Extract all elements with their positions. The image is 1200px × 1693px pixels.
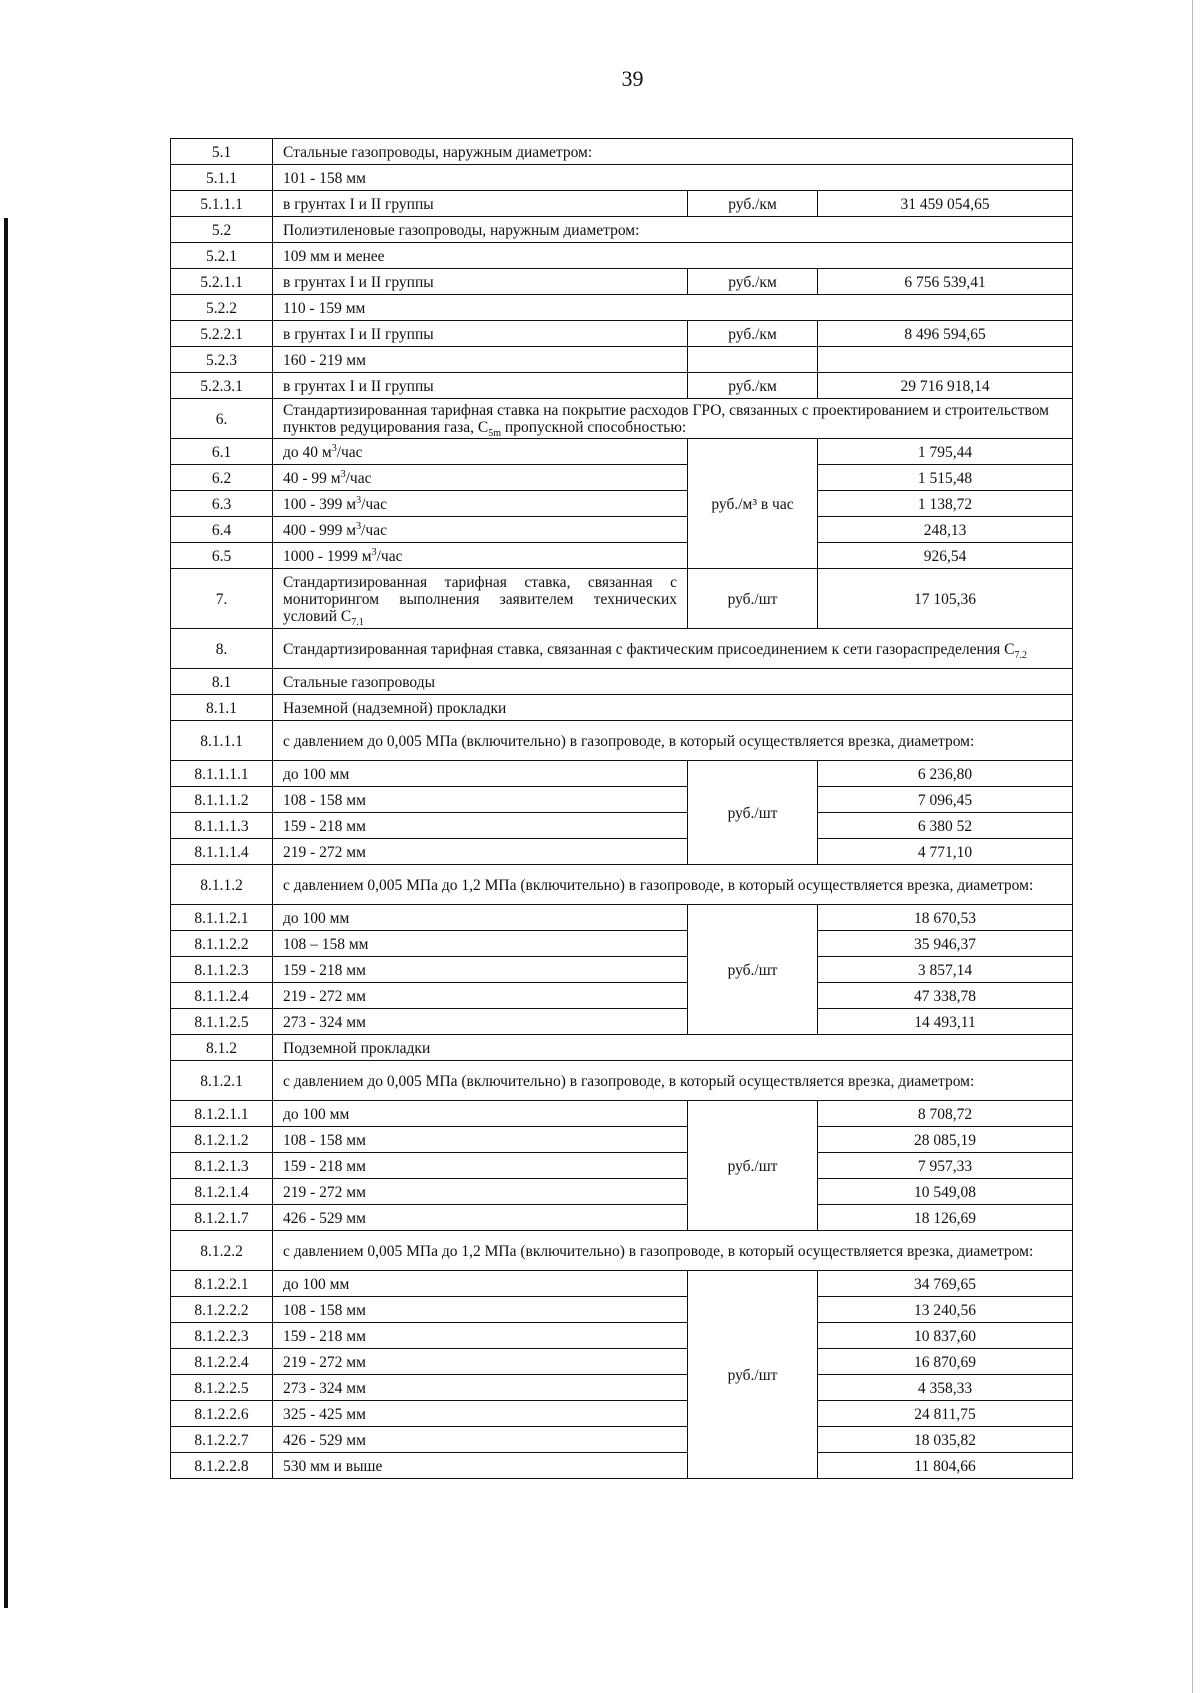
row-code: 8.1.1.2.3 xyxy=(171,957,273,983)
table-row xyxy=(171,695,1073,721)
table-row xyxy=(171,1401,1073,1427)
table-row xyxy=(171,1375,1073,1401)
table-row xyxy=(171,931,1073,957)
table-row xyxy=(171,629,1073,669)
desc-text-tail: /час xyxy=(345,469,372,487)
row-description: в грунтах I и II группы xyxy=(273,191,688,217)
row-value: 24 811,75 xyxy=(818,1401,1073,1427)
row-code: 8.1.1.1.3 xyxy=(171,813,273,839)
table-row xyxy=(171,1453,1073,1479)
table-row xyxy=(171,399,1073,439)
superscript: 3 xyxy=(371,546,377,558)
table-row xyxy=(171,839,1073,865)
table-row xyxy=(171,761,1073,787)
row-value: 8 496 594,65 xyxy=(818,321,1073,347)
row-code: 8.1.1.2.5 xyxy=(171,1009,273,1035)
row-description: 159 - 218 мм xyxy=(273,957,688,983)
table-row xyxy=(171,1153,1073,1179)
row-code: 5.2.2.1 xyxy=(171,321,273,347)
row-code: 5.1.1.1 xyxy=(171,191,273,217)
row-code: 8.1.2.2.6 xyxy=(171,1401,273,1427)
row-description: в грунтах I и II группы xyxy=(273,373,688,399)
desc-text-tail: /час xyxy=(361,521,387,539)
row-value: 926,54 xyxy=(818,543,1073,569)
row-description: 159 - 218 мм xyxy=(273,1153,688,1179)
row-code: 8.1 xyxy=(171,669,273,695)
row-unit: руб./км xyxy=(688,373,818,399)
superscript: 3 xyxy=(356,520,362,532)
row-value: 18 126,69 xyxy=(818,1205,1073,1231)
row-code: 6.1 xyxy=(171,439,273,465)
table-row xyxy=(171,517,1073,543)
desc-text: до 40 м xyxy=(283,443,332,461)
row-value-empty xyxy=(818,347,1073,373)
row-code: 8.1.1.2.1 xyxy=(171,905,273,931)
row-value: 13 240,56 xyxy=(818,1297,1073,1323)
table-row xyxy=(171,491,1073,517)
table-row xyxy=(171,1009,1073,1035)
row-description: 108 - 158 мм xyxy=(273,787,688,813)
table-row xyxy=(171,1179,1073,1205)
row-heading: Наземной (надземной) прокладки xyxy=(273,695,1073,721)
heading-text: Стандартизированная тарифная ставка, связанная с фактическим присоединением к сети газораспределения С xyxy=(283,640,1015,658)
row-code: 5.1.1 xyxy=(171,165,273,191)
row-code: 8.1.2.2.1 xyxy=(171,1271,273,1297)
row-unit: руб./шт xyxy=(688,569,818,629)
row-value: 1 515,48 xyxy=(818,465,1073,491)
row-code: 8.1.2.1.2 xyxy=(171,1127,273,1153)
row-heading: Стальные газопроводы, наружным диаметром: xyxy=(273,139,1073,165)
page-number: 39 xyxy=(621,66,644,91)
table-row xyxy=(171,1231,1073,1271)
row-value: 248,13 xyxy=(818,517,1073,543)
row-code: 5.1 xyxy=(171,139,273,165)
heading-text-tail: пропускной способностью: xyxy=(501,419,687,436)
row-description: 160 - 219 мм xyxy=(273,347,688,373)
table-row xyxy=(171,569,1073,629)
row-heading: с давлением до 0,005 МПа (включительно) в газопроводе, в который осуществляется врезка, диаметром: xyxy=(273,721,1073,761)
row-code: 8.1.1.2.4 xyxy=(171,983,273,1009)
row-heading xyxy=(273,399,1073,439)
row-value: 1 138,72 xyxy=(818,491,1073,517)
row-value: 18 035,82 xyxy=(818,1427,1073,1453)
superscript: 3 xyxy=(331,442,337,454)
row-description xyxy=(273,439,688,465)
table-row xyxy=(171,217,1073,243)
row-heading: 101 - 158 мм xyxy=(273,165,1073,191)
row-value: 31 459 054,65 xyxy=(818,191,1073,217)
row-description: 219 - 272 мм xyxy=(273,839,688,865)
row-value: 16 870,69 xyxy=(818,1349,1073,1375)
superscript: 3 xyxy=(356,494,362,506)
table-row xyxy=(171,439,1073,465)
row-description: до 100 мм xyxy=(273,1101,688,1127)
row-code: 8.1.1.2 xyxy=(171,865,273,905)
row-description: 426 - 529 мм xyxy=(273,1427,688,1453)
row-description xyxy=(273,517,688,543)
row-value: 1 795,44 xyxy=(818,439,1073,465)
row-unit: руб./шт xyxy=(688,761,818,865)
row-code: 8.1.2 xyxy=(171,1035,273,1061)
heading-text: Стандартизированная тарифная ставка на покрытие расходов ГРО, связанных с проектированием и строительством пунктов редуцирования газа, С xyxy=(283,402,1049,436)
desc-text-tail: /час xyxy=(376,547,403,565)
row-code: 6.4 xyxy=(171,517,273,543)
table-row xyxy=(171,139,1073,165)
row-code: 8.1.2.2.7 xyxy=(171,1427,273,1453)
row-code: 8.1.2.1 xyxy=(171,1061,273,1101)
row-unit-empty xyxy=(688,347,818,373)
row-unit: руб./км xyxy=(688,191,818,217)
table-row xyxy=(171,269,1073,295)
table-row xyxy=(171,721,1073,761)
row-description: 159 - 218 мм xyxy=(273,813,688,839)
table-row xyxy=(171,1323,1073,1349)
row-code: 5.2.2 xyxy=(171,295,273,321)
row-code: 6.2 xyxy=(171,465,273,491)
superscript: 3 xyxy=(340,468,346,480)
desc-text: 1000 - 1999 м xyxy=(283,547,372,565)
row-heading: Стальные газопроводы xyxy=(273,669,1073,695)
row-description: 159 - 218 мм xyxy=(273,1323,688,1349)
table-row xyxy=(171,865,1073,905)
row-code: 8.1.2.2.4 xyxy=(171,1349,273,1375)
row-value: 7 957,33 xyxy=(818,1153,1073,1179)
row-description xyxy=(273,465,688,491)
row-heading: с давлением 0,005 МПа до 1,2 МПа (включительно) в газопроводе, в который осуществляется врезка, диаметром: xyxy=(273,1231,1073,1271)
table-row xyxy=(171,1427,1073,1453)
row-description: до 100 мм xyxy=(273,905,688,931)
row-code: 8.1.2.2.3 xyxy=(171,1323,273,1349)
row-code: 5.2 xyxy=(171,217,273,243)
row-code: 5.2.3.1 xyxy=(171,373,273,399)
table-row xyxy=(171,1271,1073,1297)
desc-text: 40 - 99 м xyxy=(283,469,341,487)
row-heading: Подземной прокладки xyxy=(273,1035,1073,1061)
row-value: 29 716 918,14 xyxy=(818,373,1073,399)
row-code: 8.1.1.1.4 xyxy=(171,839,273,865)
table-row xyxy=(171,1035,1073,1061)
row-value: 6 380 52 xyxy=(818,813,1073,839)
row-code: 8.1.2.1.4 xyxy=(171,1179,273,1205)
row-description: 108 - 158 мм xyxy=(273,1127,688,1153)
row-description: в грунтах I и II группы xyxy=(273,269,688,295)
row-description xyxy=(273,569,688,629)
table-row xyxy=(171,787,1073,813)
row-code: 5.2.3 xyxy=(171,347,273,373)
subscript: 5m xyxy=(488,428,502,440)
row-code: 5.2.1.1 xyxy=(171,269,273,295)
row-description: в грунтах I и II группы xyxy=(273,321,688,347)
desc-text: 400 - 999 м xyxy=(283,521,357,539)
row-heading: с давлением до 0,005 МПа (включительно) в газопроводе, в который осуществляется врезка, диаметром: xyxy=(273,1061,1073,1101)
row-description: 219 - 272 мм xyxy=(273,1349,688,1375)
row-unit: руб./км xyxy=(688,269,818,295)
desc-text: 100 - 399 м xyxy=(283,495,357,513)
table-row xyxy=(171,983,1073,1009)
row-description xyxy=(273,491,688,517)
desc-text-tail: /час xyxy=(336,443,363,461)
row-code: 6.3 xyxy=(171,491,273,517)
row-description: 325 - 425 мм xyxy=(273,1401,688,1427)
row-value: 17 105,36 xyxy=(818,569,1073,629)
table-row xyxy=(171,191,1073,217)
row-description: 426 - 529 мм xyxy=(273,1205,688,1231)
table-row xyxy=(171,1205,1073,1231)
desc-text: Стандартизированная тарифная ставка, связанная с мониторингом выполнения заявителем технических условий С xyxy=(283,573,677,625)
row-code: 7. xyxy=(171,569,273,629)
unit-text: руб./м³ в час xyxy=(711,495,794,513)
row-code: 8.1.1.1.1 xyxy=(171,761,273,787)
row-code: 5.2.1 xyxy=(171,243,273,269)
table-row xyxy=(171,1349,1073,1375)
row-description: 219 - 272 мм xyxy=(273,983,688,1009)
row-unit: руб./шт xyxy=(688,905,818,1035)
row-code: 8.1.1.1.2 xyxy=(171,787,273,813)
row-value: 4 358,33 xyxy=(818,1375,1073,1401)
table-row xyxy=(171,1297,1073,1323)
row-unit xyxy=(688,439,818,569)
table-row xyxy=(171,669,1073,695)
table-row xyxy=(171,543,1073,569)
row-code: 8.1.2.2.5 xyxy=(171,1375,273,1401)
table-row xyxy=(171,321,1073,347)
table-row xyxy=(171,295,1073,321)
row-value: 47 338,78 xyxy=(818,983,1073,1009)
table-row xyxy=(171,813,1073,839)
row-code: 6. xyxy=(171,399,273,439)
row-code: 8.1.1 xyxy=(171,695,273,721)
table-row xyxy=(171,1101,1073,1127)
row-description: до 100 мм xyxy=(273,1271,688,1297)
row-value: 3 857,14 xyxy=(818,957,1073,983)
table-row xyxy=(171,905,1073,931)
table-row xyxy=(171,347,1073,373)
row-description xyxy=(273,543,688,569)
row-code: 6.5 xyxy=(171,543,273,569)
table-row xyxy=(171,465,1073,491)
row-heading: 110 - 159 мм xyxy=(273,295,1073,321)
desc-text-tail: /час xyxy=(361,495,387,513)
row-description: 273 - 324 мм xyxy=(273,1375,688,1401)
row-heading: 109 мм и менее xyxy=(273,243,1073,269)
row-value: 10 837,60 xyxy=(818,1323,1073,1349)
row-description: 108 - 158 мм xyxy=(273,1297,688,1323)
table-row xyxy=(171,243,1073,269)
tariff-table xyxy=(170,138,1073,1479)
row-value: 34 769,65 xyxy=(818,1271,1073,1297)
row-code: 8.1.2.2 xyxy=(171,1231,273,1271)
row-unit: руб./шт xyxy=(688,1271,818,1479)
row-value: 6 236,80 xyxy=(818,761,1073,787)
row-value: 8 708,72 xyxy=(818,1101,1073,1127)
row-value: 11 804,66 xyxy=(818,1453,1073,1479)
row-description: 219 - 272 мм xyxy=(273,1179,688,1205)
subscript: 7.1 xyxy=(351,616,364,628)
table-row xyxy=(171,165,1073,191)
subscript: 7.2 xyxy=(1014,649,1027,661)
row-code: 8.1.1.2.2 xyxy=(171,931,273,957)
row-unit: руб./шт xyxy=(688,1101,818,1231)
row-code: 8.1.2.1.7 xyxy=(171,1205,273,1231)
row-value: 4 771,10 xyxy=(818,839,1073,865)
row-value: 6 756 539,41 xyxy=(818,269,1073,295)
scan-edge-line xyxy=(1192,0,1193,1693)
table-row xyxy=(171,1127,1073,1153)
row-value: 28 085,19 xyxy=(818,1127,1073,1153)
row-code: 8.1.2.2.2 xyxy=(171,1297,273,1323)
row-description: 273 - 324 мм xyxy=(273,1009,688,1035)
row-value: 35 946,37 xyxy=(818,931,1073,957)
row-code: 8.1.1.1 xyxy=(171,721,273,761)
row-value: 18 670,53 xyxy=(818,905,1073,931)
table-row xyxy=(171,373,1073,399)
row-heading: Полиэтиленовые газопроводы, наружным диаметром: xyxy=(273,217,1073,243)
scan-edge-mark xyxy=(4,218,8,1608)
row-description: 108 – 158 мм xyxy=(273,931,688,957)
row-code: 8.1.2.2.8 xyxy=(171,1453,273,1479)
row-value: 7 096,45 xyxy=(818,787,1073,813)
table-row xyxy=(171,1061,1073,1101)
row-unit: руб./км xyxy=(688,321,818,347)
row-code: 8. xyxy=(171,629,273,669)
row-heading: с давлением 0,005 МПа до 1,2 МПа (включительно) в газопроводе, в который осуществляется врезка, диаметром: xyxy=(273,865,1073,905)
row-value: 14 493,11 xyxy=(818,1009,1073,1035)
row-value: 10 549,08 xyxy=(818,1179,1073,1205)
table-row xyxy=(171,957,1073,983)
row-heading xyxy=(273,629,1073,669)
row-code: 8.1.2.1.3 xyxy=(171,1153,273,1179)
row-description: до 100 мм xyxy=(273,761,688,787)
row-description: 530 мм и выше xyxy=(273,1453,688,1479)
row-code: 8.1.2.1.1 xyxy=(171,1101,273,1127)
